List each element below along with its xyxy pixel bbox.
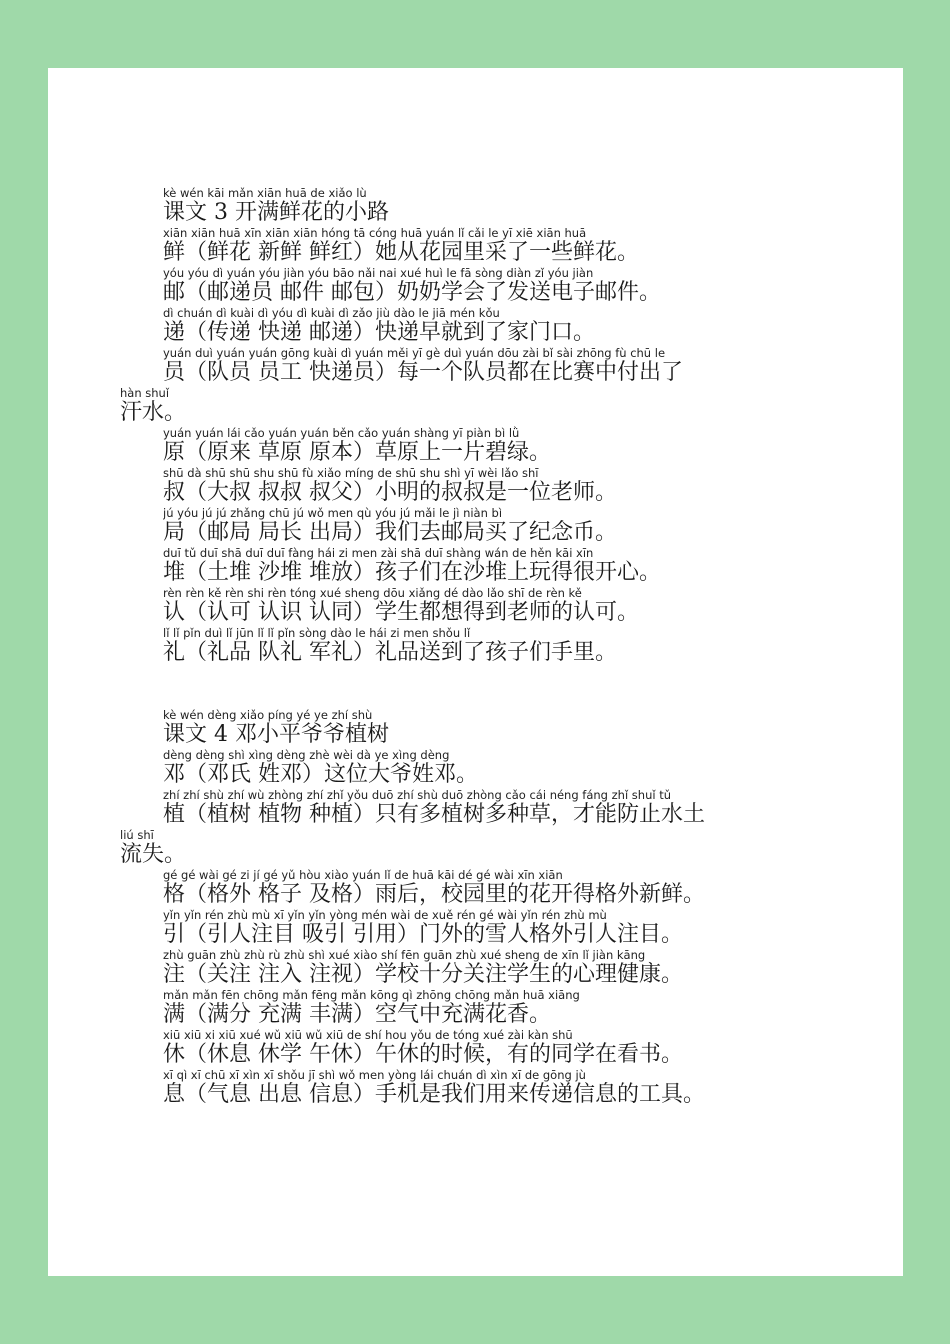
hanzi-row: 流失。	[120, 842, 187, 867]
pinyin-row: jú yóu jú jú zhǎng chū jú wǒ men qù yóu jú mǎi le jì niàn bì	[163, 506, 503, 520]
title-pinyin: kè wén dèng xiǎo píng yé ye zhí shù	[163, 708, 373, 722]
vocab-line	[48, 586, 903, 626]
hanzi-row: 礼（礼品 队礼 军礼）礼品送到了孩子们手里。	[163, 640, 617, 665]
pinyin-row: mǎn mǎn fēn chōng mǎn fēng mǎn kōng qì zhōng chōng mǎn huā xiāng	[163, 988, 580, 1002]
vocab-line-continued	[48, 386, 903, 426]
vocab-line	[48, 1028, 903, 1068]
vocab-line	[48, 788, 903, 828]
hanzi-row: 员（队员 员工 快递员）每一个队员都在比赛中付出了	[163, 360, 683, 385]
lesson-title	[48, 186, 903, 226]
pinyin-row: duī tǔ duī shā duī duī fàng hái zi men zài shā duī shàng wán de hěn kāi xīn	[163, 546, 594, 560]
pinyin-row: xiān xiān huā xīn xiān xiān hóng tā cóng huā yuán lǐ cǎi le yī xiē xiān huā	[163, 226, 587, 240]
hanzi-row: 注（关注 注入 注视）学校十分关注学生的心理健康。	[163, 962, 683, 987]
pinyin-row: gé gé wài gé zi jí gé yǔ hòu xiào yuán lǐ de huā kāi dé gé wài xīn xiān	[163, 868, 563, 882]
vocab-line	[48, 908, 903, 948]
hanzi-row: 叔（大叔 叔叔 叔父）小明的叔叔是一位老师。	[163, 480, 617, 505]
hanzi-row: 引（引人注目 吸引 引用）门外的雪人格外引人注目。	[163, 922, 683, 947]
hanzi-row: 邓（邓氏 姓邓）这位大爷姓邓。	[163, 762, 478, 787]
vocab-line	[48, 1068, 903, 1108]
lesson-title	[48, 708, 903, 748]
pinyin-row: rèn rèn kě rèn shi rèn tóng xué sheng dōu xiǎng dé dào lǎo shī de rèn kě	[163, 586, 582, 600]
pinyin-row: yǐn yǐn rén zhù mù xī yǐn yǐn yòng mén wài de xuě rén gé wài yǐn rén zhù mù	[163, 908, 607, 922]
vocab-line	[48, 426, 903, 466]
title-text: 课文 4 邓小平爷爷植树	[163, 722, 389, 747]
vocab-line	[48, 868, 903, 908]
vocab-line	[48, 266, 903, 306]
hanzi-row: 邮（邮递员 邮件 邮包）奶奶学会了发送电子邮件。	[163, 280, 661, 305]
vocab-line	[48, 948, 903, 988]
hanzi-row: 休（休息 休学 午休）午休的时候，有的同学在看书。	[163, 1042, 683, 1067]
pinyin-row: xī qì xī chū xī xìn xī shǒu jī shì wǒ men yòng lái chuán dì xìn xī de gōng jù	[163, 1068, 586, 1082]
hanzi-row: 局（邮局 局长 出局）我们去邮局买了纪念币。	[163, 520, 617, 545]
pinyin-row: xiū xiū xi xiū xué wǔ xiū wǔ xiū de shí hou yǒu de tóng xué zài kàn shū	[163, 1028, 573, 1042]
vocab-line	[48, 626, 903, 666]
vocab-line	[48, 306, 903, 346]
vocab-line	[48, 988, 903, 1028]
pinyin-row: yóu yóu dì yuán yóu jiàn yóu bāo nǎi nai xué huì le fā sòng diàn zǐ yóu jiàn	[163, 266, 594, 280]
vocab-line	[48, 466, 903, 506]
hanzi-row: 汗水。	[120, 400, 187, 425]
hanzi-row: 递（传递 快递 邮递）快递早就到了家门口。	[163, 320, 595, 345]
vocab-line-continued	[48, 828, 903, 868]
pinyin-row: zhù guān zhù zhù rù zhù shì xué xiào shí fēn guān zhù xué sheng de xīn lǐ jiàn kāng	[163, 948, 646, 962]
hanzi-row: 息（气息 出息 信息）手机是我们用来传递信息的工具。	[163, 1082, 705, 1107]
pinyin-row: lǐ lǐ pǐn duì lǐ jūn lǐ lǐ pǐn sòng dào le hái zi men shǒu lǐ	[163, 626, 471, 640]
title-text: 课文 3 开满鲜花的小路	[163, 200, 389, 225]
pinyin-row: yuán duì yuán yuán gōng kuài dì yuán měi yī gè duì yuán dōu zài bǐ sài zhōng fù chū le	[163, 346, 666, 360]
pinyin-row: yuán yuán lái cǎo yuán yuán běn cǎo yuán shàng yī piàn bì lǜ	[163, 426, 520, 440]
pinyin-row: hàn shuǐ	[120, 386, 170, 400]
pinyin-row: zhí zhí shù zhí wù zhòng zhí zhǐ yǒu duō zhí shù duō zhòng cǎo cái néng fáng zhǐ shuǐ tǔ	[163, 788, 672, 802]
hanzi-row: 植（植树 植物 种植）只有多植树多种草，才能防止水土	[163, 802, 705, 827]
hanzi-row: 格（格外 格子 及格）雨后，校园里的花开得格外新鲜。	[163, 882, 705, 907]
hanzi-row: 认（认可 认识 认同）学生都想得到老师的认可。	[163, 600, 639, 625]
pinyin-row: shū dà shū shū shu shū fù xiǎo míng de shū shu shì yī wèi lǎo shī	[163, 466, 539, 480]
vocab-line	[48, 506, 903, 546]
hanzi-row: 鲜（鲜花 新鲜 鲜红）她从花园里采了一些鲜花。	[163, 240, 639, 265]
vocab-line	[48, 748, 903, 788]
title-pinyin: kè wén kāi mǎn xiān huā de xiǎo lù	[163, 186, 367, 200]
vocab-line	[48, 346, 903, 386]
hanzi-row: 原（原来 草原 原本）草原上一片碧绿。	[163, 440, 551, 465]
lesson-3-section	[48, 186, 903, 666]
worksheet-page	[48, 68, 903, 1276]
vocab-line	[48, 226, 903, 266]
hanzi-row: 满（满分 充满 丰满）空气中充满花香。	[163, 1002, 551, 1027]
pinyin-row: dì chuán dì kuài dì yóu dì kuài dì zǎo jiù dào le jiā mén kǒu	[163, 306, 500, 320]
lesson-4-section	[48, 708, 903, 1108]
pinyin-row: liú shī	[120, 828, 154, 842]
vocab-line	[48, 546, 903, 586]
pinyin-row: dèng dèng shì xìng dèng zhè wèi dà ye xìng dèng	[163, 748, 450, 762]
hanzi-row: 堆（土堆 沙堆 堆放）孩子们在沙堆上玩得很开心。	[163, 560, 661, 585]
